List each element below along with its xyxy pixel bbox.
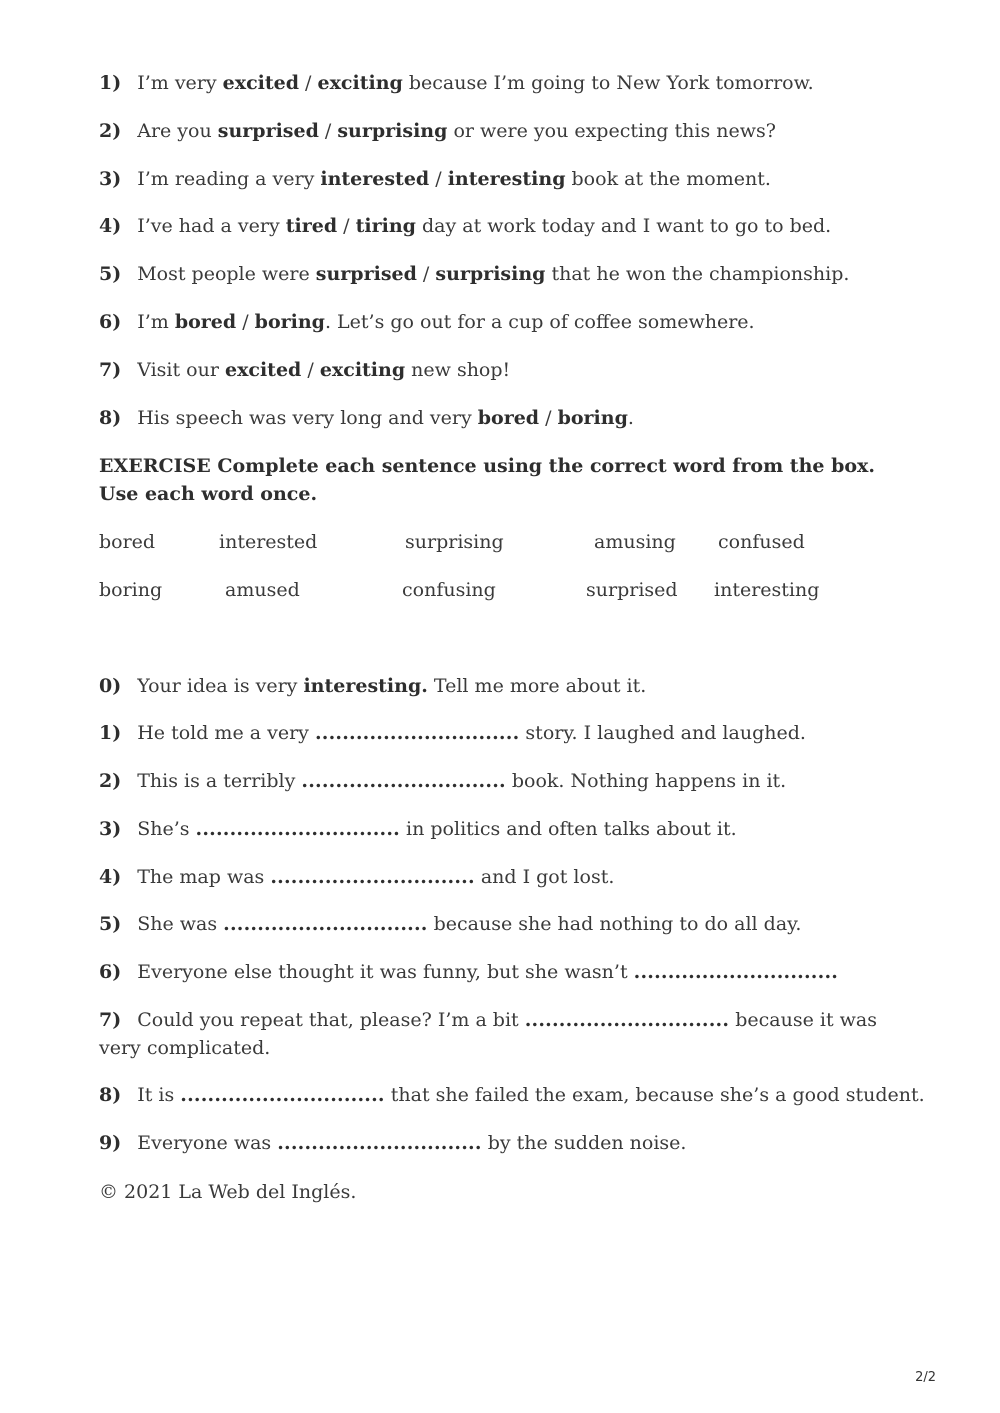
word-box-item: confusing xyxy=(402,579,496,601)
example-sentence: 0) Your idea is very interesting. Tell me more about it. xyxy=(99,675,647,697)
option-a: surprised xyxy=(315,263,417,285)
word-box-item: surprising xyxy=(405,531,504,553)
answer-blank[interactable]: .............................. xyxy=(524,1009,730,1031)
word-box-item: interested xyxy=(219,531,318,553)
answer-blank[interactable]: .............................. xyxy=(314,722,520,744)
option-a: bored xyxy=(477,407,540,429)
blank-question-1: 1) He told me a very .............................. story. I laughed and laughed. xyxy=(99,722,806,744)
option-b: surprising xyxy=(337,120,448,142)
page-number: 2/2 xyxy=(915,1370,936,1385)
blank-question-2: 2) This is a terribly .............................. book. Nothing happens in it. xyxy=(99,770,787,792)
option-a: interested xyxy=(320,168,430,190)
blank-question-9: 9) Everyone was .............................. by the sudden noise. xyxy=(99,1132,687,1154)
question-2: 2) Are you surprised / surprising or were you expecting this news? xyxy=(99,120,776,142)
question-5: 5) Most people were surprised / surprising that he won the championship. xyxy=(99,263,850,285)
example-answer: interesting. xyxy=(303,675,428,697)
answer-blank[interactable]: .............................. xyxy=(180,1084,385,1106)
copyright-footer: © 2021 La Web del Inglés. xyxy=(99,1181,357,1203)
word-box-item: bored xyxy=(99,531,156,553)
blank-question-4: 4) The map was .............................. and I got lost. xyxy=(99,866,615,888)
option-b: boring xyxy=(254,311,325,333)
question-1: 1) I’m very excited / exciting because I’m going to New York tomorrow. xyxy=(99,72,814,94)
question-6: 6) I’m bored / boring. Let’s go out for a cup of coffee somewhere. xyxy=(99,311,755,333)
option-a: surprised xyxy=(217,120,319,142)
blank-question-7: 7) Could you repeat that, please? I’m a bit .............................. because it was very complicated. xyxy=(99,1009,877,1059)
answer-blank[interactable]: .............................. xyxy=(223,913,428,935)
word-box-item: amused xyxy=(225,579,300,601)
option-a: tired xyxy=(285,215,338,237)
word-box-item: interesting xyxy=(714,579,820,601)
word-box-item: surprised xyxy=(586,579,678,601)
word-box-item: boring xyxy=(99,579,163,601)
question-4: 4) I’ve had a very tired / tiring day at work today and I want to go to bed. xyxy=(99,215,832,237)
answer-blank[interactable]: .............................. xyxy=(195,818,400,840)
exercise-heading: EXERCISE Complete each sentence using the correct word from the box. Use each word once. xyxy=(99,455,875,505)
word-box-item: confused xyxy=(718,531,805,553)
question-8: 8) His speech was very long and very bored / boring. xyxy=(99,407,634,429)
option-b: exciting xyxy=(317,72,403,94)
blank-question-3: 3) She’s .............................. in politics and often talks about it. xyxy=(99,818,737,840)
option-a: bored xyxy=(174,311,237,333)
option-b: boring xyxy=(557,407,628,429)
option-b: exciting xyxy=(319,359,406,381)
blank-question-5: 5) She was .............................. because she had nothing to do all day. xyxy=(99,913,802,935)
question-3: 3) I’m reading a very interested / interesting book at the moment. xyxy=(99,168,771,190)
option-b: surprising xyxy=(435,263,546,285)
answer-blank[interactable]: .............................. xyxy=(633,961,839,983)
answer-blank[interactable]: .............................. xyxy=(277,1132,482,1154)
answer-blank[interactable]: .............................. xyxy=(301,770,506,792)
answer-blank[interactable]: .............................. xyxy=(270,866,475,888)
option-b: interesting xyxy=(447,168,566,190)
option-a: excited xyxy=(222,72,300,94)
question-7: 7) Visit our excited / exciting new shop! xyxy=(99,359,511,381)
blank-question-6: 6) Everyone else thought it was funny, but she wasn’t .............................. xyxy=(99,961,839,983)
option-a: excited xyxy=(224,359,302,381)
option-b: tiring xyxy=(355,215,416,237)
blank-question-8: 8) It is .............................. that she failed the exam, because she’s a good student. xyxy=(99,1084,925,1106)
word-box-item: amusing xyxy=(594,531,676,553)
